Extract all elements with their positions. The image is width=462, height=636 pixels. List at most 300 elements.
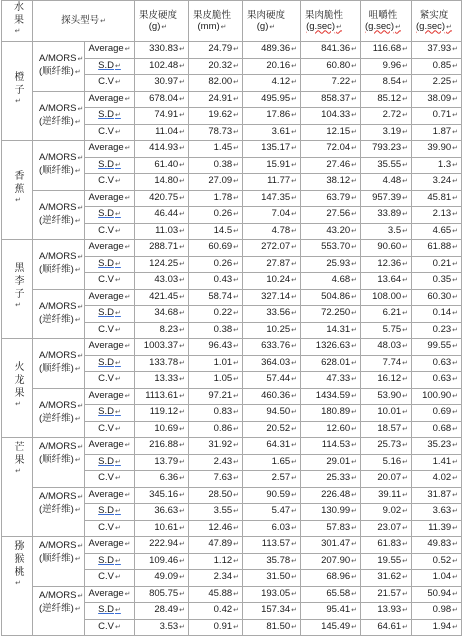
table-row (2, 91, 462, 108)
value-cell (301, 388, 361, 405)
probe-direction: (顺纤维) ↵ (39, 66, 84, 79)
cell-value: 81.50 ↵ (266, 621, 297, 632)
value-cell (412, 471, 462, 488)
cell-value: 0.98 ↵ (433, 604, 458, 615)
cell-value: 119.12 ↵ (150, 406, 185, 417)
value-cell (189, 520, 243, 537)
stat-cell (85, 108, 135, 125)
value-cell (135, 273, 189, 290)
stat-cell (85, 504, 135, 521)
value-cell (243, 619, 301, 636)
value-cell (361, 537, 412, 554)
value-cell (412, 372, 462, 389)
stat-cell (85, 124, 135, 141)
value-cell (301, 157, 361, 174)
column-name: 果皮硬度 (139, 9, 178, 21)
value-cell (189, 42, 243, 59)
cell-value: 858.37 ↵ (321, 93, 357, 104)
probe-model: A/MORS ↵ (39, 251, 84, 264)
value-cell (243, 487, 301, 504)
value-cell (412, 487, 462, 504)
cell-value: 0.91 ↵ (214, 621, 239, 632)
cell-value: 97.21 ↵ (208, 390, 239, 401)
value-cell (135, 355, 189, 372)
value-cell (301, 454, 361, 471)
cell-value: 102.48 ↵ (149, 60, 185, 71)
value-cell (189, 256, 243, 273)
cell-value: 31.62 ↵ (377, 571, 408, 582)
column-unit: (g.sec) ↵ (416, 21, 452, 33)
value-cell (135, 91, 189, 108)
cell-value: 25.93 ↵ (326, 258, 357, 269)
stat-cell (85, 454, 135, 471)
cell-value: 0.23 ↵ (433, 324, 458, 335)
value-cell (243, 42, 301, 59)
probe-cell (33, 438, 85, 488)
stat-label: S.D ↵ (98, 208, 121, 219)
value-cell (361, 603, 412, 620)
cell-value: 0.86 ↵ (214, 423, 239, 434)
value-cell (135, 289, 189, 306)
cell-value: 60.69 ↵ (208, 241, 239, 252)
cell-value: 2.43 ↵ (214, 456, 239, 467)
value-cell (412, 240, 462, 257)
stat-label: Average ↵ (88, 538, 130, 549)
cell-value: 30.97 ↵ (154, 76, 185, 87)
value-cell (243, 438, 301, 455)
cell-value: 633.76 ↵ (261, 340, 297, 351)
value-cell (301, 58, 361, 75)
value-cell (412, 289, 462, 306)
value-cell (135, 454, 189, 471)
cell-value: 130.99 ↵ (321, 505, 357, 516)
cell-value: 3.53 ↵ (160, 621, 185, 632)
value-cell (189, 504, 243, 521)
cell-value: 2.13 ↵ (433, 208, 458, 219)
stat-label: C.V ↵ (98, 522, 121, 533)
cell-value: 74.91 ↵ (154, 109, 185, 120)
value-cell (412, 537, 462, 554)
cell-value: 27.46 ↵ (326, 159, 357, 170)
cell-value: 35.78 ↵ (266, 555, 297, 566)
value-cell (412, 421, 462, 438)
value-cell (243, 207, 301, 224)
probe-model: A/MORS ↵ (39, 202, 84, 215)
cell-value: 3.5 ↵ (388, 225, 408, 236)
value-cell (189, 405, 243, 422)
value-cell (361, 42, 412, 59)
value-cell (243, 372, 301, 389)
cell-value: 4.68 ↵ (332, 274, 357, 285)
column-unit: (mm) ↵ (193, 21, 231, 33)
value-cell (361, 223, 412, 240)
header-row (2, 1, 462, 42)
cell-value: 15.91 ↵ (266, 159, 297, 170)
value-cell (412, 42, 462, 59)
fruit-cell (2, 537, 33, 636)
cell-value: 5.16 ↵ (383, 456, 408, 467)
cell-value: 0.63 ↵ (433, 357, 458, 368)
value-cell (135, 207, 189, 224)
table-row (2, 438, 462, 455)
cell-value: 0.63 ↵ (433, 373, 458, 384)
stat-label: C.V ↵ (98, 76, 121, 87)
value-cell (361, 256, 412, 273)
cell-value: 6.36 ↵ (160, 472, 185, 483)
cell-value: 7.04 ↵ (272, 208, 297, 219)
value-cell (412, 586, 462, 603)
cell-value: 16.12 ↵ (377, 373, 408, 384)
stat-label: S.D ↵ (98, 307, 121, 318)
column-name: 咀嚼性 (368, 9, 398, 21)
value-cell (243, 537, 301, 554)
fruit-name: 橙子 ↵ (11, 71, 23, 108)
cell-value: 45.81 ↵ (427, 192, 458, 203)
cell-value: 1.41 ↵ (433, 456, 458, 467)
cell-value: 1003.37 ↵ (144, 340, 185, 351)
cell-value: 1.01 ↵ (214, 357, 239, 368)
value-cell (189, 223, 243, 240)
cell-value: 96.43 ↵ (208, 340, 239, 351)
cell-value: 145.49 ↵ (321, 621, 357, 632)
cell-value: 207.90 ↵ (321, 555, 357, 566)
probe-cell (33, 190, 85, 240)
value-cell (301, 108, 361, 125)
value-cell (301, 91, 361, 108)
value-cell (301, 421, 361, 438)
value-cell (189, 207, 243, 224)
value-cell (135, 619, 189, 636)
cell-value: 4.78 ↵ (272, 225, 297, 236)
value-cell (135, 388, 189, 405)
stat-cell (85, 240, 135, 257)
table-row (2, 388, 462, 405)
cell-value: 1.12 ↵ (214, 555, 239, 566)
cell-value: 108.00 ↵ (372, 291, 408, 302)
cell-value: 27.09 ↵ (208, 175, 239, 186)
probe-model: A/MORS ↵ (39, 590, 84, 603)
stat-cell (85, 223, 135, 240)
cell-value: 13.93 ↵ (377, 604, 408, 615)
value-cell (189, 306, 243, 323)
value-cell (189, 388, 243, 405)
probe-model: A/MORS ↵ (39, 103, 84, 116)
cell-value: 0.43 ↵ (214, 274, 239, 285)
fruit-name: 猕猴桃 ↵ (11, 540, 23, 590)
value-cell (412, 190, 462, 207)
stat-label: C.V ↵ (98, 373, 121, 384)
cell-value: 301.47 ↵ (321, 538, 357, 549)
cell-value: 272.07 ↵ (261, 241, 297, 252)
value-cell (189, 273, 243, 290)
cell-value: 82.00 ↵ (208, 76, 239, 87)
stat-label: C.V ↵ (98, 621, 121, 632)
value-cell (243, 471, 301, 488)
value-cell (412, 603, 462, 620)
cell-value: 0.68 ↵ (433, 423, 458, 434)
table-row (2, 141, 462, 158)
value-cell (189, 570, 243, 587)
cell-value: 38.09 ↵ (427, 93, 458, 104)
probe-direction: (顺纤维) ↵ (39, 264, 84, 277)
stat-cell (85, 438, 135, 455)
value-cell (301, 306, 361, 323)
cell-value: 1.04 ↵ (433, 571, 458, 582)
probe-direction: (顺纤维) ↵ (39, 165, 84, 178)
stat-label: Average ↵ (88, 43, 130, 54)
value-cell (361, 207, 412, 224)
stat-cell (85, 306, 135, 323)
cell-value: 4.02 ↵ (433, 472, 458, 483)
value-cell (243, 421, 301, 438)
stat-cell (85, 174, 135, 191)
cell-value: 61.40 ↵ (154, 159, 185, 170)
value-cell (189, 586, 243, 603)
value-cell (301, 75, 361, 92)
cell-value: 20.16 ↵ (266, 60, 297, 71)
value-cell (412, 553, 462, 570)
probe-cell (33, 91, 85, 141)
value-cell (412, 174, 462, 191)
cell-value: 364.03 ↵ (261, 357, 297, 368)
cell-value: 27.87 ↵ (266, 258, 297, 269)
value-cell (189, 240, 243, 257)
value-cell (189, 372, 243, 389)
cell-value: 1326.63 ↵ (316, 340, 357, 351)
fruit-name: 香蕉 ↵ (11, 170, 23, 207)
cell-value: 157.34 ↵ (261, 604, 297, 615)
cell-value: 116.68 ↵ (373, 43, 408, 54)
value-cell (301, 190, 361, 207)
probe-cell (33, 586, 85, 636)
cell-value: 12.36 ↵ (377, 258, 408, 269)
column-name: 果皮脆性 (193, 9, 232, 21)
stat-cell (85, 388, 135, 405)
value-cell (189, 421, 243, 438)
cell-value: 3.55 ↵ (214, 505, 239, 516)
probe-model: A/MORS ↵ (39, 491, 84, 504)
value-cell (361, 504, 412, 521)
cell-value: 553.70 ↵ (321, 241, 357, 252)
probe-model: A/MORS ↵ (39, 400, 84, 413)
value-cell (135, 256, 189, 273)
cell-value: 0.21 ↵ (433, 258, 458, 269)
value-cell (243, 306, 301, 323)
value-cell (361, 108, 412, 125)
value-cell (135, 108, 189, 125)
header-peel-brittleness (189, 1, 243, 42)
cell-value: 50.94 ↵ (427, 588, 458, 599)
value-cell (243, 603, 301, 620)
cell-value: 124.25 ↵ (149, 258, 185, 269)
value-cell (361, 273, 412, 290)
probe-direction: (顺纤维) ↵ (39, 363, 84, 376)
value-cell (243, 586, 301, 603)
cell-value: 5.75 ↵ (383, 324, 408, 335)
table-row (2, 339, 462, 356)
value-cell (361, 553, 412, 570)
cell-value: 180.89 ↵ (321, 406, 357, 417)
value-cell (189, 603, 243, 620)
value-cell (412, 207, 462, 224)
value-cell (361, 157, 412, 174)
value-cell (412, 619, 462, 636)
cell-value: 226.48 ↵ (321, 489, 357, 500)
fruit-cell (2, 141, 33, 240)
value-cell (301, 355, 361, 372)
stat-label: C.V ↵ (98, 175, 121, 186)
stat-cell (85, 603, 135, 620)
cell-value: 6.03 ↵ (272, 522, 297, 533)
header-fruit (2, 1, 33, 42)
stat-label: Average ↵ (88, 241, 130, 252)
probe-cell (33, 339, 85, 389)
cell-value: 63.79 ↵ (326, 192, 357, 203)
stat-label: Average ↵ (88, 439, 130, 450)
fruit-cell (2, 42, 33, 141)
cell-value: 72.250 ↵ (321, 307, 357, 318)
cell-value: 0.69 ↵ (433, 406, 458, 417)
header-fruit-label: 水果 ↵ (12, 1, 23, 38)
cell-value: 23.07 ↵ (377, 522, 408, 533)
stat-label: C.V ↵ (98, 324, 121, 335)
cell-value: 114.53 ↵ (322, 439, 357, 450)
value-cell (243, 570, 301, 587)
cell-value: 64.61 ↵ (377, 621, 408, 632)
value-cell (189, 91, 243, 108)
value-cell (301, 487, 361, 504)
cell-value: 28.49 ↵ (154, 604, 185, 615)
value-cell (135, 537, 189, 554)
value-cell (135, 75, 189, 92)
value-cell (135, 586, 189, 603)
stat-label: C.V ↵ (98, 571, 121, 582)
value-cell (189, 124, 243, 141)
cell-value: 2.72 ↵ (383, 109, 408, 120)
value-cell (412, 405, 462, 422)
cell-value: 34.68 ↵ (154, 307, 185, 318)
table-row (2, 289, 462, 306)
value-cell (412, 141, 462, 158)
cell-value: 85.12 ↵ (377, 93, 408, 104)
header-probe-label: 探头型号 ↵ (61, 15, 106, 26)
value-cell (243, 91, 301, 108)
probe-cell (33, 537, 85, 587)
cell-value: 18.57 ↵ (377, 423, 408, 434)
value-cell (361, 405, 412, 422)
cell-value: 3.24 ↵ (433, 175, 458, 186)
cell-value: 35.55 ↵ (377, 159, 408, 170)
cell-value: 12.15 ↵ (326, 126, 357, 137)
value-cell (189, 454, 243, 471)
cell-value: 47.89 ↵ (208, 538, 239, 549)
value-cell (301, 273, 361, 290)
probe-direction: (逆纤维) ↵ (39, 215, 84, 228)
value-cell (135, 190, 189, 207)
probe-direction: (逆纤维) ↵ (39, 314, 84, 327)
cell-value: 841.36 ↵ (321, 43, 357, 54)
value-cell (189, 339, 243, 356)
value-cell (243, 454, 301, 471)
value-cell (189, 471, 243, 488)
value-cell (135, 322, 189, 339)
cell-value: 72.04 ↵ (326, 142, 357, 153)
cell-value: 45.88 ↵ (208, 588, 239, 599)
value-cell (135, 240, 189, 257)
header-firmness (412, 1, 462, 42)
cell-value: 1113.61 ↵ (145, 390, 185, 401)
value-cell (412, 75, 462, 92)
cell-value: 68.96 ↵ (326, 571, 357, 582)
cell-value: 48.03 ↵ (377, 340, 408, 351)
cell-value: 11.03 ↵ (155, 225, 185, 236)
cell-value: 90.60 ↵ (377, 241, 408, 252)
cell-value: 27.56 ↵ (326, 208, 357, 219)
cell-value: 12.46 ↵ (208, 522, 239, 533)
cell-value: 1.94 ↵ (433, 621, 458, 632)
table-row (2, 537, 462, 554)
table-row (2, 487, 462, 504)
value-cell (412, 520, 462, 537)
cell-value: 495.95 ↵ (261, 93, 297, 104)
probe-model: A/MORS ↵ (39, 301, 84, 314)
value-cell (361, 454, 412, 471)
cell-value: 61.83 ↵ (377, 538, 408, 549)
cell-value: 11.77 ↵ (267, 175, 297, 186)
value-cell (361, 570, 412, 587)
cell-value: 1.65 ↵ (272, 456, 297, 467)
value-cell (412, 504, 462, 521)
value-cell (301, 570, 361, 587)
cell-value: 10.24 ↵ (266, 274, 297, 285)
value-cell (301, 256, 361, 273)
cell-value: 39.11 ↵ (378, 489, 408, 500)
fruit-cell (2, 240, 33, 339)
value-cell (361, 289, 412, 306)
cell-value: 0.26 ↵ (214, 208, 239, 219)
cell-value: 7.74 ↵ (383, 357, 408, 368)
value-cell (361, 586, 412, 603)
value-cell (243, 289, 301, 306)
value-cell (361, 124, 412, 141)
value-cell (301, 619, 361, 636)
value-cell (135, 570, 189, 587)
cell-value: 0.85 ↵ (433, 60, 458, 71)
value-cell (135, 421, 189, 438)
stat-cell (85, 207, 135, 224)
stat-label: S.D ↵ (98, 505, 121, 516)
cell-value: 58.74 ↵ (208, 291, 239, 302)
value-cell (135, 487, 189, 504)
stat-label: Average ↵ (88, 142, 130, 153)
cell-value: 4.65 ↵ (433, 225, 458, 236)
probe-model: A/MORS ↵ (39, 350, 84, 363)
probe-model: A/MORS ↵ (39, 441, 84, 454)
probe-model: A/MORS ↵ (39, 152, 84, 165)
value-cell (301, 471, 361, 488)
stat-cell (85, 190, 135, 207)
stat-label: S.D ↵ (98, 258, 121, 269)
stat-cell (85, 42, 135, 59)
value-cell (243, 273, 301, 290)
value-cell (135, 223, 189, 240)
cell-value: 0.26 ↵ (214, 258, 239, 269)
value-cell (243, 405, 301, 422)
value-cell (135, 141, 189, 158)
value-cell (301, 223, 361, 240)
cell-value: 49.09 ↵ (154, 571, 185, 582)
value-cell (135, 174, 189, 191)
